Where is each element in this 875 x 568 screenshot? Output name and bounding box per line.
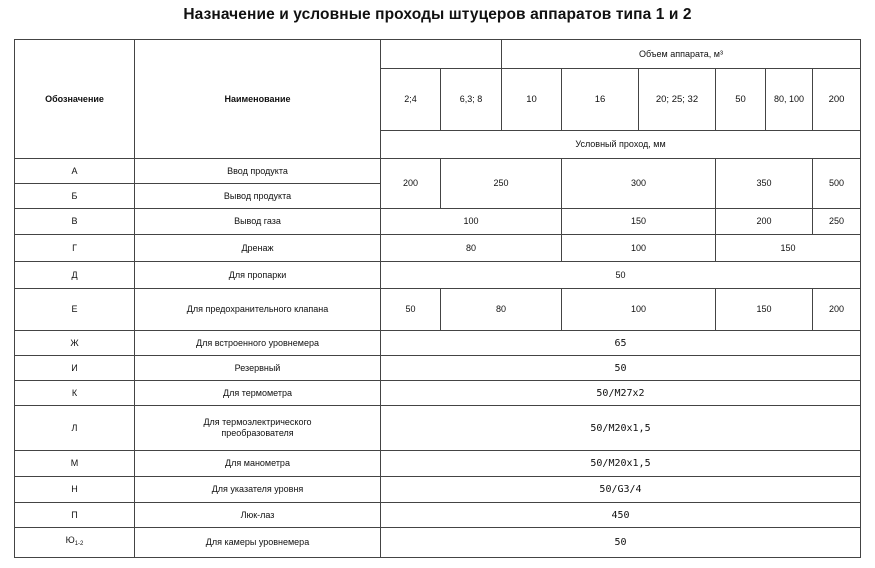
row-code: Г: [15, 235, 135, 262]
row-code: Ж: [15, 331, 135, 356]
row-code: Н: [15, 477, 135, 503]
row-code: П: [15, 503, 135, 528]
value-cell: 300: [562, 159, 716, 209]
row-code: И: [15, 356, 135, 381]
value-cell: 80: [381, 235, 562, 262]
volume-cell: 20; 25; 32: [639, 69, 716, 131]
value-cell: 250: [441, 159, 562, 209]
row-name: Для термоэлектрического преобразователя: [135, 406, 381, 451]
header-designation: Обозначение: [15, 40, 135, 159]
value-cell: 200: [381, 159, 441, 209]
value-cell: 150: [716, 235, 861, 262]
value-cell: 250: [813, 209, 861, 235]
row-name: Для камеры уровнемера: [135, 528, 381, 558]
volume-cell: 200: [813, 69, 861, 131]
value-cell: 350: [716, 159, 813, 209]
header-blank: [381, 40, 502, 69]
row-name: Для пропарки: [135, 262, 381, 289]
value-cell: 50/G3/4: [381, 477, 861, 503]
row-name: Вывод продукта: [135, 184, 381, 209]
page-title: Назначение и условные проходы штуцеров аппаратов типа 1 и 2: [183, 6, 692, 23]
header-name: Наименование: [135, 40, 381, 159]
row-code: [15, 528, 135, 558]
row-name: Ввод продукта: [135, 159, 381, 184]
row-name: Резервный: [135, 356, 381, 381]
row-name: Люк-лаз: [135, 503, 381, 528]
value-cell: 200: [813, 289, 861, 331]
value-cell: 100: [562, 235, 716, 262]
row-name: Для встроенного уровнемера: [135, 331, 381, 356]
value-cell: 50/М27х2: [381, 381, 861, 406]
row-name: Для манометра: [135, 451, 381, 477]
row-code: Л: [15, 406, 135, 451]
value-cell: 450: [381, 503, 861, 528]
row-code: Е: [15, 289, 135, 331]
value-cell: 150: [716, 289, 813, 331]
value-cell: 50/М20х1,5: [381, 406, 861, 451]
row-code: В: [15, 209, 135, 235]
value-cell: 200: [716, 209, 813, 235]
row-code: А: [15, 159, 135, 184]
volume-cell: 10: [502, 69, 562, 131]
value-cell: 80: [441, 289, 562, 331]
row-name: Для указателя уровня: [135, 477, 381, 503]
value-cell: 100: [381, 209, 562, 235]
header-passage: Условный проход, мм: [381, 131, 861, 159]
row-name: Для предохранительного клапана: [135, 289, 381, 331]
fittings-table: [14, 39, 861, 558]
value-cell: 500: [813, 159, 861, 209]
row-name: Вывод газа: [135, 209, 381, 235]
value-cell: 100: [562, 289, 716, 331]
row-code: Д: [15, 262, 135, 289]
value-cell: 50: [381, 289, 441, 331]
code-subscript: 1-2: [74, 541, 84, 547]
value-cell: 150: [562, 209, 716, 235]
volume-cell: 16: [562, 69, 639, 131]
row-code: Б: [15, 184, 135, 209]
code-main: Ю: [65, 535, 75, 545]
volume-cell: 2;4: [381, 69, 441, 131]
header-volume: Объем аппарата, м³: [502, 40, 861, 69]
volume-cell: 80, 100: [766, 69, 813, 131]
volume-cell: 6,3; 8: [441, 69, 502, 131]
volume-cell: 50: [716, 69, 766, 131]
row-name: Дренаж: [135, 235, 381, 262]
value-cell: 50: [381, 356, 861, 381]
row-code: М: [15, 451, 135, 477]
row-code: К: [15, 381, 135, 406]
value-cell: 50: [381, 262, 861, 289]
row-name: Для термометра: [135, 381, 381, 406]
value-cell: 65: [381, 331, 861, 356]
value-cell: 50/М20х1,5: [381, 451, 861, 477]
value-cell: 50: [381, 528, 861, 558]
